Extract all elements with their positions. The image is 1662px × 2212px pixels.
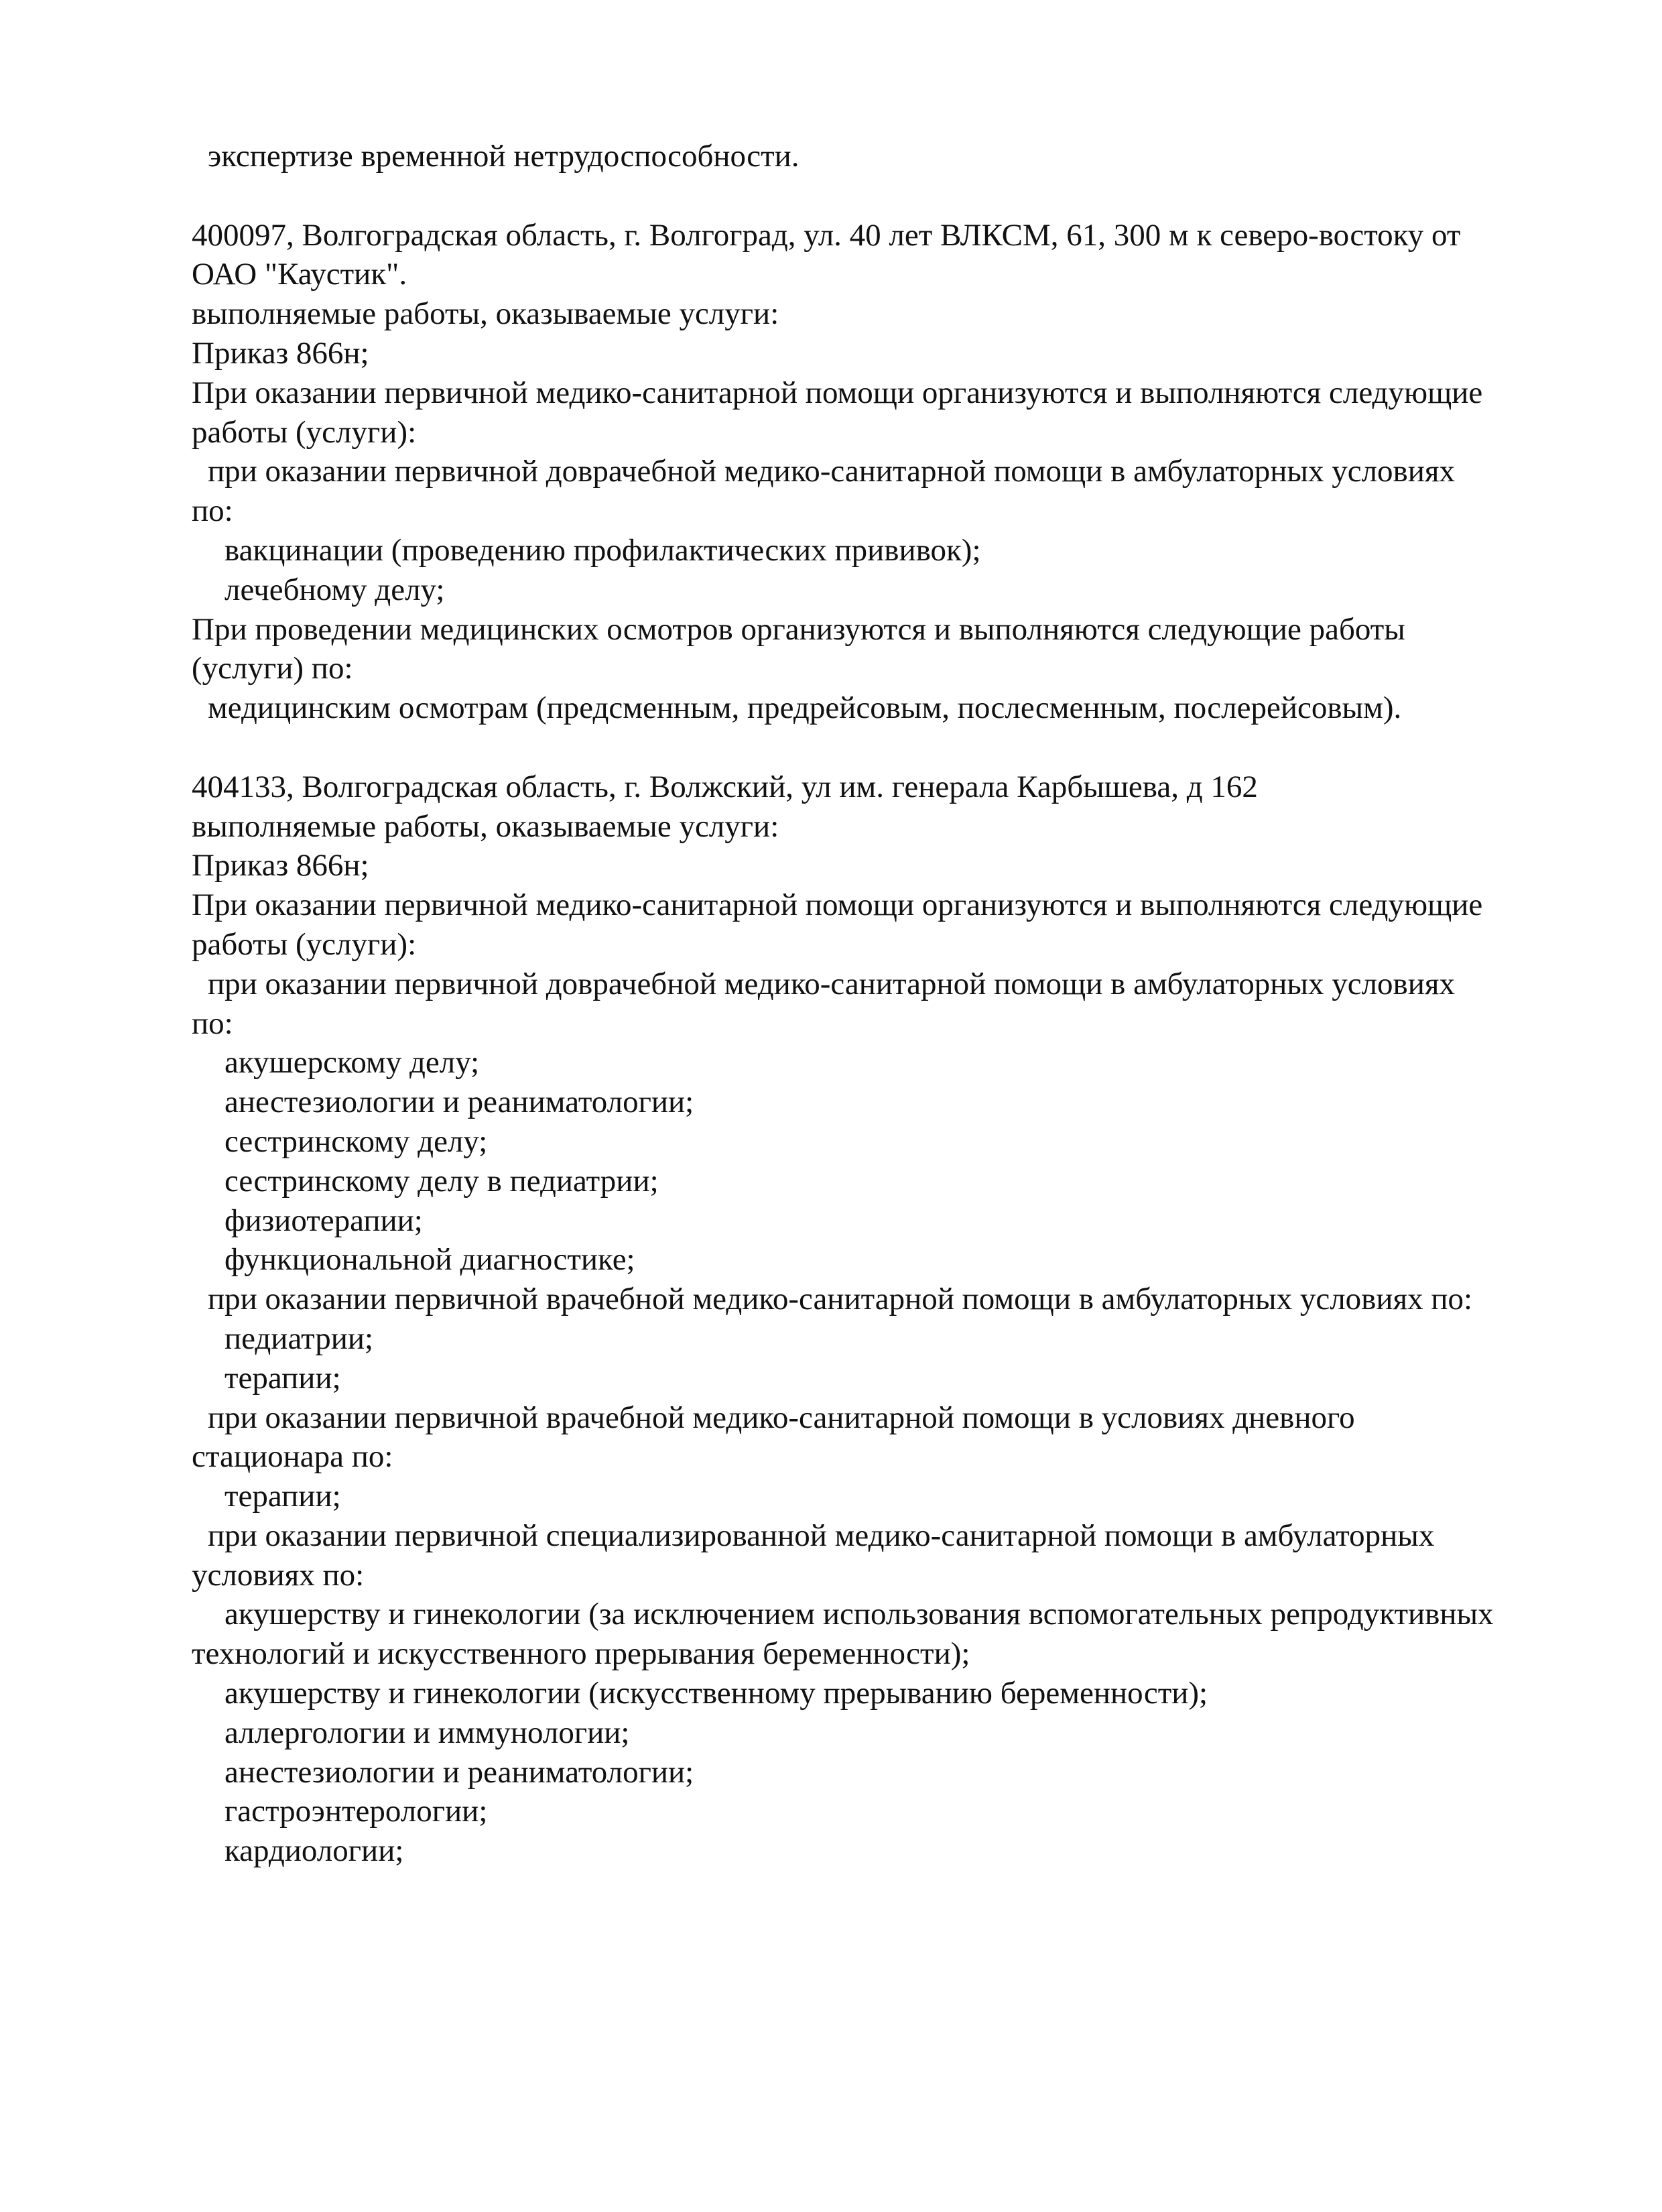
text-line: акушерству и гинекологии (за исключением использования вспомогательных репродуктивных xyxy=(225,1597,1494,1632)
text-line: при оказании первичной доврачебной медико-санитарной помощи в амбулаторных условиях xyxy=(208,454,1456,489)
text-line: аллергологии и иммунологии; xyxy=(225,1715,630,1750)
text-line: педиатрии; xyxy=(225,1320,374,1356)
text-line: работы (услуги): xyxy=(192,414,417,450)
blank-line xyxy=(192,728,1559,767)
text-line: работы (услуги): xyxy=(192,926,417,962)
text-line: лечебному делу; xyxy=(225,572,445,607)
text-line: при оказании первичной специализированной медико-санитарной помощи в амбулаторных xyxy=(208,1518,1435,1553)
text-line: по: xyxy=(192,493,233,529)
text-line: 404133, Волгоградская область, г. Волжский, ул им. генерала Карбышева, д 162 xyxy=(192,769,1258,804)
text-line: терапии; xyxy=(225,1479,341,1514)
blank-line xyxy=(192,176,1559,216)
text-line: анестезиологии и реаниматологии; xyxy=(225,1754,694,1790)
text-line: Приказ 866н; xyxy=(192,848,369,883)
document-body xyxy=(192,137,1559,1871)
text-line: сестринскому делу; xyxy=(225,1123,488,1159)
text-line: гастроэнтерологии; xyxy=(225,1794,488,1829)
text-line: функциональной диагностике; xyxy=(225,1242,635,1278)
text-line: акушерству и гинекологии (искусственному прерыванию беременности); xyxy=(225,1676,1208,1711)
text-line: по: xyxy=(192,1005,233,1041)
text-line: сестринскому делу в педиатрии; xyxy=(225,1163,659,1199)
text-line: Приказ 866н; xyxy=(192,335,369,371)
text-line: кардиологии; xyxy=(225,1833,404,1869)
text-line: физиотерапии; xyxy=(225,1203,423,1238)
text-line: условиях по: xyxy=(192,1557,365,1593)
text-line: при оказании первичной доврачебной медико-санитарной помощи в амбулаторных условиях xyxy=(208,966,1456,1001)
text-line: стационара по: xyxy=(192,1439,393,1475)
text-line: при оказании первичной врачебной медико-санитарной помощи в амбулаторных условиях по: xyxy=(208,1282,1473,1317)
text-line: вакцинации (проведению профилактических прививок); xyxy=(225,532,981,568)
text-line: медицинским осмотрам (предсменным, предрейсовым, послесменным, послерейсовым). xyxy=(208,690,1402,726)
text-line: (услуги) по: xyxy=(192,651,353,686)
text-line: при оказании первичной врачебной медико-санитарной помощи в условиях дневного xyxy=(208,1400,1355,1435)
text-line: При оказании первичной медико-санитарной помощи организуются и выполняются следующие xyxy=(192,887,1483,923)
text-line: выполняемые работы, оказываемые услуги: xyxy=(192,296,779,332)
text-line: ОАО "Каустик". xyxy=(192,257,407,292)
text-line: терапии; xyxy=(225,1360,341,1396)
text-line: выполняемые работы, оказываемые услуги: xyxy=(192,808,779,844)
text-line: При проведении медицинских осмотров организуются и выполняются следующие работы xyxy=(192,611,1405,647)
text-line: анестезиологии и реаниматологии; xyxy=(225,1085,694,1120)
text-line: акушерскому делу; xyxy=(225,1045,480,1081)
text-line: При оказании первичной медико-санитарной помощи организуются и выполняются следующие xyxy=(192,375,1483,410)
text-line: экспертизе временной нетрудоспособности. xyxy=(208,139,800,174)
text-line: технологий и искусственного прерывания беременности); xyxy=(192,1636,970,1672)
text-line: 400097, Волгоградская область, г. Волгоград, ул. 40 лет ВЛКСМ, 61, 300 м к северо-востоку от xyxy=(192,217,1461,253)
